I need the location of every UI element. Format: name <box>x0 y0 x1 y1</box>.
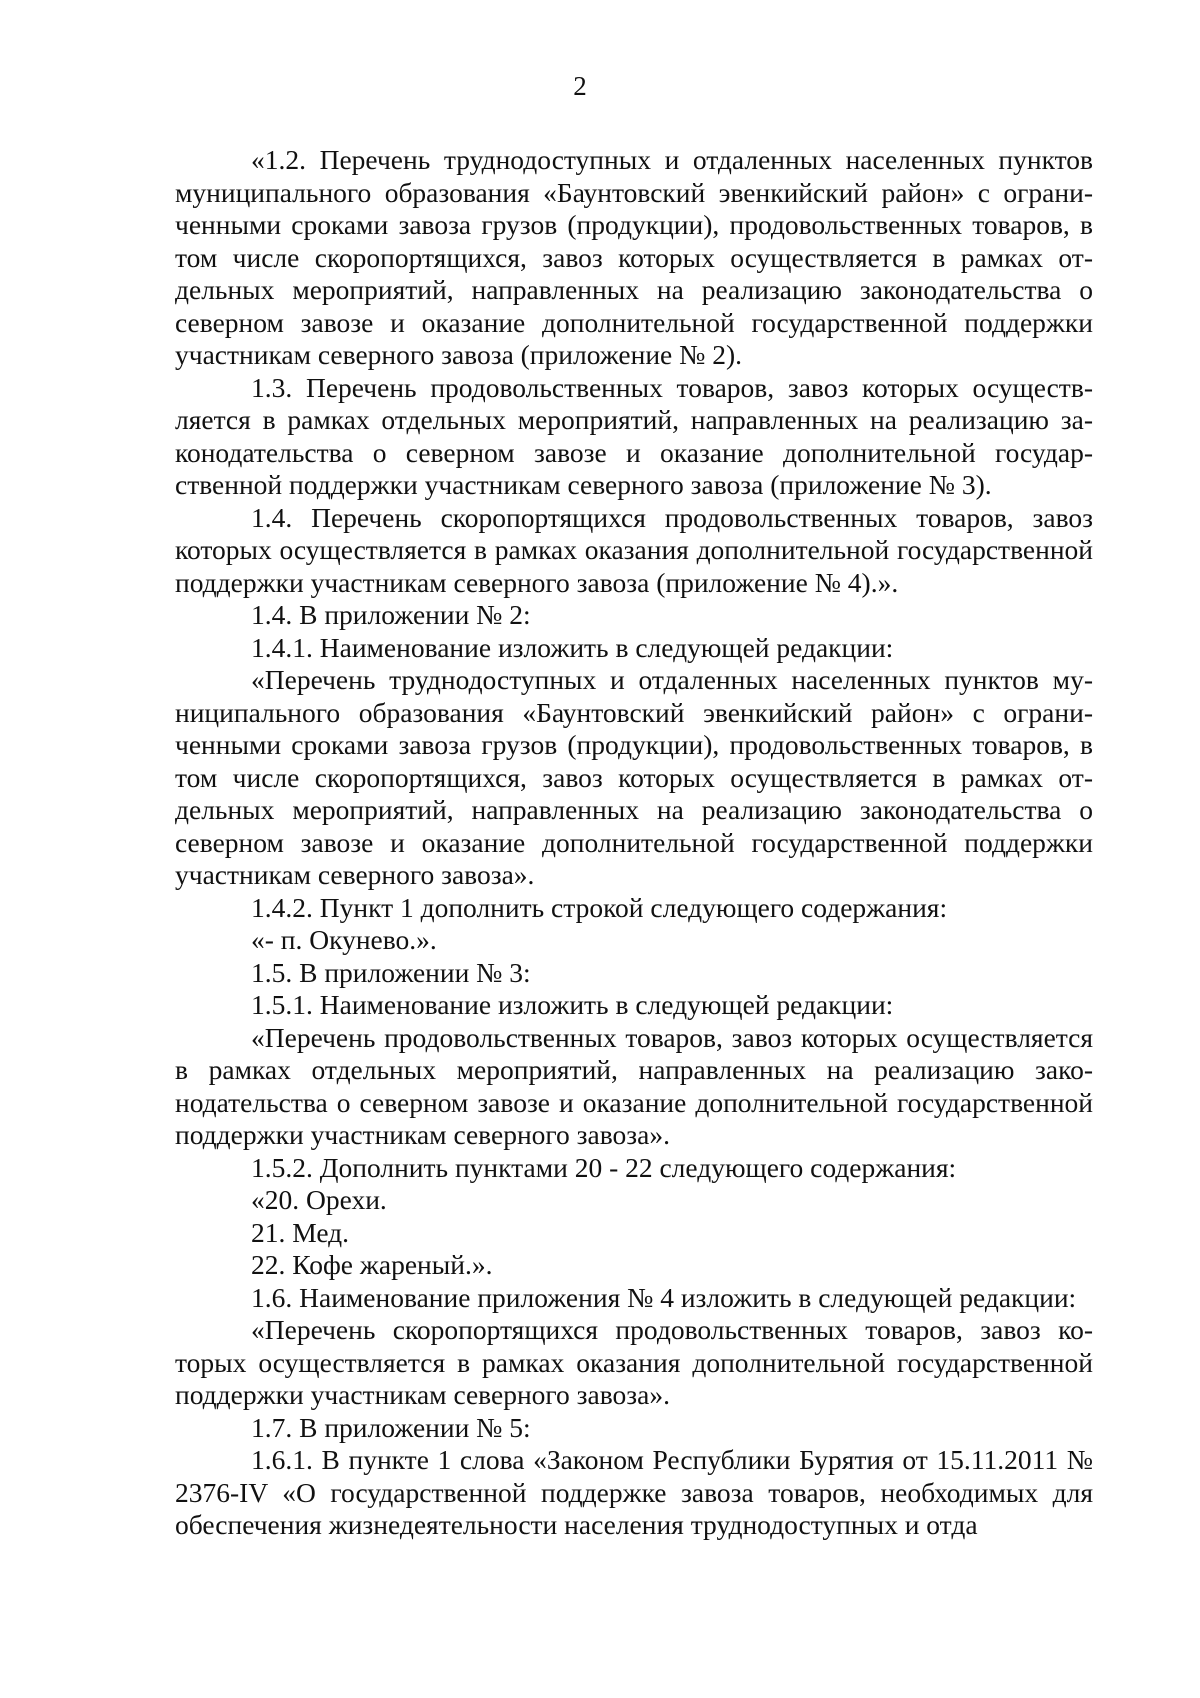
list-item-21: 21. Мед. <box>251 1216 350 1248</box>
paragraph-1-6: 1.6. Наименование приложения № 4 изложить в следующей редакции: <box>251 1281 1077 1313</box>
page-number: 2 <box>573 71 587 101</box>
document-body <box>175 144 1093 1542</box>
paragraph-1-5: 1.5. В приложении № 3: <box>251 956 531 988</box>
paragraph-appendix-4-title: «Перечень скоропортящихся продовольственных товаров, завоз которых осуществляется в рамках оказания дополнительной государственной поддержки участникам северного завоза». <box>175 1314 1093 1410</box>
paragraph-okunevo: «- п. Окунево.». <box>251 924 437 955</box>
paragraph-1-5-2: 1.5.2. Дополнить пунктами 20 - 22 следующего содержания: <box>251 1151 957 1183</box>
list-item-20: «20. Орехи. <box>251 1184 387 1215</box>
paragraph-1-4-appendix-2: 1.4. В приложении № 2: <box>251 599 531 630</box>
paragraph-appendix-2-title: «Перечень труднодоступных и отдаленных населенных пунктов муниципального образования «Баунтовский эвенкийский район» с ограниченными сроками завоза грузов (продукции), продовольственных товаров, в том числе скоропортящихся, завоз которых осуществляется в рамках отдельных мероприятий, направленных на реализацию законодательства о северном завозе и оказание дополнительной государственной поддержки участникам северного завоза». <box>175 664 1093 890</box>
paragraph-1-7: 1.7. В приложении № 5: <box>251 1411 531 1443</box>
paragraph-1-5-1: 1.5.1. Наименование изложить в следующей редакции: <box>251 989 894 1020</box>
paragraph-1-3: 1.3. Перечень продовольственных товаров, завоз которых осуществляется в рамках отдельных мероприятий, направленных на реализацию законодательства о северном завозе и оказание дополнительной государственной поддержки участникам северного завоза (приложение № 3). <box>175 371 1093 500</box>
paragraph-1-6-1: 1.6.1. В пункте 1 слова «Законом Республики Бурятия от 15.11.2011 № 2376-IV «О государственной поддержке завоза товаров, необходимых для обеспечения жизнедеятельности населения труднодоступных и отда <box>175 1444 1093 1540</box>
paragraph-1-4-2: 1.4.2. Пункт 1 дополнить строкой следующего содержания: <box>251 891 948 923</box>
paragraph-1-4: 1.4. Перечень скоропортящихся продовольственных товаров, завоз которых осуществляется в рамках оказания дополнительной государственной поддержки участникам северного завоза (приложение № 4).». <box>175 501 1093 598</box>
paragraph-1-2: «1.2. Перечень труднодоступных и отдаленных населенных пунктов муниципального образования «Баунтовский эвенкийский район» с ограниченными сроками завоза грузов (продукции), продовольственных товаров, в том числе скоропортящихся, завоз которых осуществляется в рамках отдельных мероприятий, направленных на реализацию законодательства о северном завозе и оказание дополнительной государственной поддержки участникам северного завоза (приложение № 2). <box>175 144 1093 370</box>
paragraph-appendix-3-title: «Перечень продовольственных товаров, завоз которых осуществляется в рамках отдельных мероприятий, направленных на реализацию законодательства о северном завозе и оказание дополнительной государственной поддержки участникам северного завоза». <box>175 1021 1093 1150</box>
paragraph-1-4-1: 1.4.1. Наименование изложить в следующей редакции: <box>251 631 894 663</box>
list-item-22: 22. Кофе жареный.». <box>251 1249 493 1280</box>
